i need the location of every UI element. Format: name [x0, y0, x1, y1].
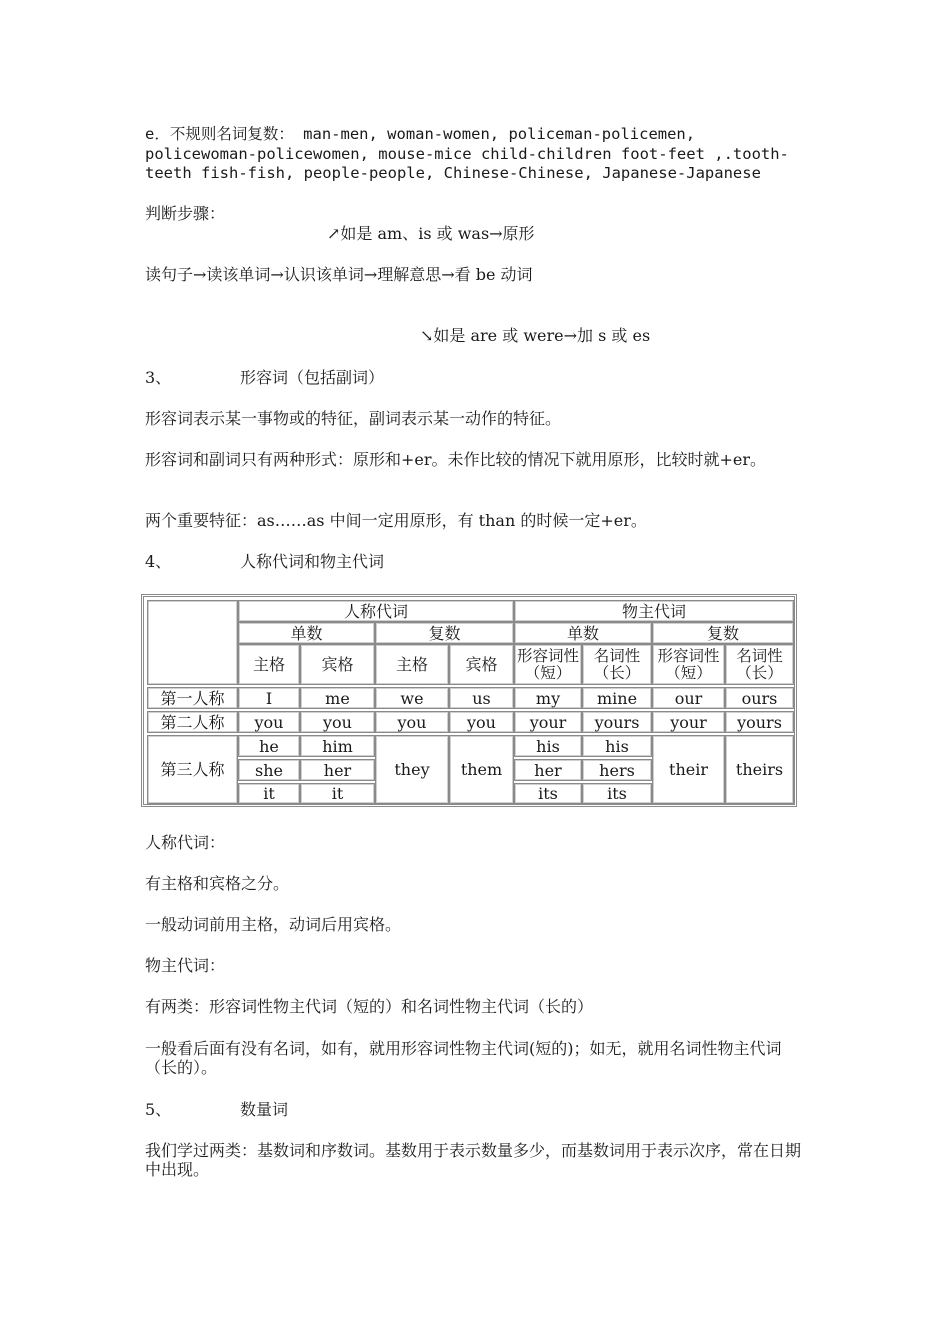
section-4-heading	[145, 552, 810, 571]
header-object-case-plural: 宾格	[449, 644, 514, 685]
cell-first-noun-possessive: mine	[582, 687, 652, 709]
cell-second-plural-adj-possessive: your	[652, 711, 725, 733]
personal-pronoun-note-2: 一般动词前用主格，动词后用宾格。	[145, 915, 402, 934]
section-4-number: 4、	[145, 552, 172, 571]
cell-third-subject-it: it	[238, 783, 300, 804]
row-label-third-person: 第三人称	[147, 735, 238, 804]
section-3-title: 形容词（包括副词）	[240, 368, 385, 387]
section-5-heading	[145, 1100, 810, 1119]
section-5-title: 数量词	[240, 1100, 289, 1119]
section-3-heading	[145, 368, 810, 387]
cell-third-noun-his: his	[582, 735, 652, 757]
irregular-plurals-line-2: policewoman-policewomen, mouse-mice child-children foot-feet ,.tooth-	[145, 145, 789, 163]
cell-third-object-her: her	[300, 759, 375, 781]
cell-first-plural-object: us	[449, 687, 514, 709]
cell-first-subject: I	[238, 687, 300, 709]
header-personal-pronouns: 人称代词	[238, 600, 514, 622]
header-noun-possessive: 名词性（长）	[582, 644, 652, 685]
cell-second-plural-subject: you	[375, 711, 449, 733]
cell-third-object-it: it	[300, 783, 375, 804]
row-label-second-person: 第二人称	[147, 711, 238, 733]
cell-third-adj-its: its	[514, 783, 582, 804]
header-possessive-plural: 复数	[652, 622, 794, 644]
header-adjective-possessive: 形容词性（短）	[514, 644, 582, 685]
cell-second-plural-noun-possessive: yours	[725, 711, 794, 733]
header-object-case: 宾格	[300, 644, 375, 685]
judge-upper-branch: ↗如是 am、is 或 was→原形	[327, 224, 535, 243]
cell-first-plural-subject: we	[375, 687, 449, 709]
cell-third-plural-noun-possessive: theirs	[725, 735, 794, 804]
cell-third-object-him: him	[300, 735, 375, 757]
possessive-pronoun-note-2: 一般看后面有没有名词，如有，就用形容词性物主代词(短的)；如无，就用名词性物主代词（长的）。	[145, 1039, 782, 1077]
section-3-paragraph-1: 形容词表示某一事物或的特征，副词表示某一动作的特征。	[145, 409, 562, 428]
cell-first-plural-adj-possessive: our	[652, 687, 725, 709]
header-noun-possessive-plural: 名词性（长）	[725, 644, 794, 685]
cell-first-object: me	[300, 687, 375, 709]
cell-second-subject: you	[238, 711, 300, 733]
cell-first-adj-possessive: my	[514, 687, 582, 709]
cell-first-plural-noun-possessive: ours	[725, 687, 794, 709]
cell-third-plural-object: them	[449, 735, 514, 804]
cell-third-adj-his: his	[514, 735, 582, 757]
cell-third-noun-hers: hers	[582, 759, 652, 781]
irregular-plurals-line-1: e．不规则名词复数： man-men, woman-women, policeman-policemen,	[145, 125, 696, 143]
section-5-paragraph-1: 我们学过两类：基数词和序数词。基数用于表示数量多少，而基数词用于表示次序，常在日期中出现。	[145, 1141, 802, 1179]
header-personal-singular: 单数	[238, 622, 375, 644]
section-3-number: 3、	[145, 368, 172, 387]
header-adjective-possessive-plural: 形容词性（短）	[652, 644, 725, 685]
possessive-pronoun-note-1: 有两类：形容词性物主代词（短的）和名词性物主代词（长的）	[145, 997, 594, 1016]
header-personal-plural: 复数	[375, 622, 514, 644]
irregular-plurals-line-3: teeth fish-fish, people-people, Chinese-Chinese, Japanese-Japanese	[145, 164, 761, 182]
section-3-paragraph-2: 形容词和副词只有两种形式：原形和+er。未作比较的情况下就用原形，比较时就+er。	[145, 450, 767, 469]
section-5-number: 5、	[145, 1100, 172, 1119]
cell-third-subject-she: she	[238, 759, 300, 781]
personal-pronoun-note-1: 有主格和宾格之分。	[145, 874, 290, 893]
judge-main-flow: 读句子→读该单词→认识该单词→理解意思→看 be 动词	[145, 265, 533, 284]
header-possessive-singular: 单数	[514, 622, 652, 644]
table-corner-cell	[147, 600, 238, 685]
cell-second-plural-object: you	[449, 711, 514, 733]
cell-second-noun-possessive: yours	[582, 711, 652, 733]
cell-second-object: you	[300, 711, 375, 733]
header-subject-case-plural: 主格	[375, 644, 449, 685]
personal-pronoun-title: 人称代词：	[145, 833, 226, 852]
cell-third-plural-subject: they	[375, 735, 449, 804]
header-possessive-pronouns: 物主代词	[514, 600, 794, 622]
pronoun-table	[141, 594, 797, 807]
row-label-first-person: 第一人称	[147, 687, 238, 709]
cell-third-plural-adj-possessive: their	[652, 735, 725, 804]
possessive-pronoun-title: 物主代词：	[145, 956, 226, 975]
section-4-title: 人称代词和物主代词	[240, 552, 385, 571]
judge-steps-label: 判断步骤：	[145, 204, 226, 223]
section-3-paragraph-3: 两个重要特征：as……as 中间一定用原形，有 than 的时候一定+er。	[145, 511, 647, 530]
cell-third-adj-her: her	[514, 759, 582, 781]
cell-second-adj-possessive: your	[514, 711, 582, 733]
cell-third-noun-its: its	[582, 783, 652, 804]
header-subject-case: 主格	[238, 644, 300, 685]
cell-third-subject-he: he	[238, 735, 300, 757]
judge-lower-branch: ↘如是 are 或 were→加 s 或 es	[420, 326, 651, 345]
